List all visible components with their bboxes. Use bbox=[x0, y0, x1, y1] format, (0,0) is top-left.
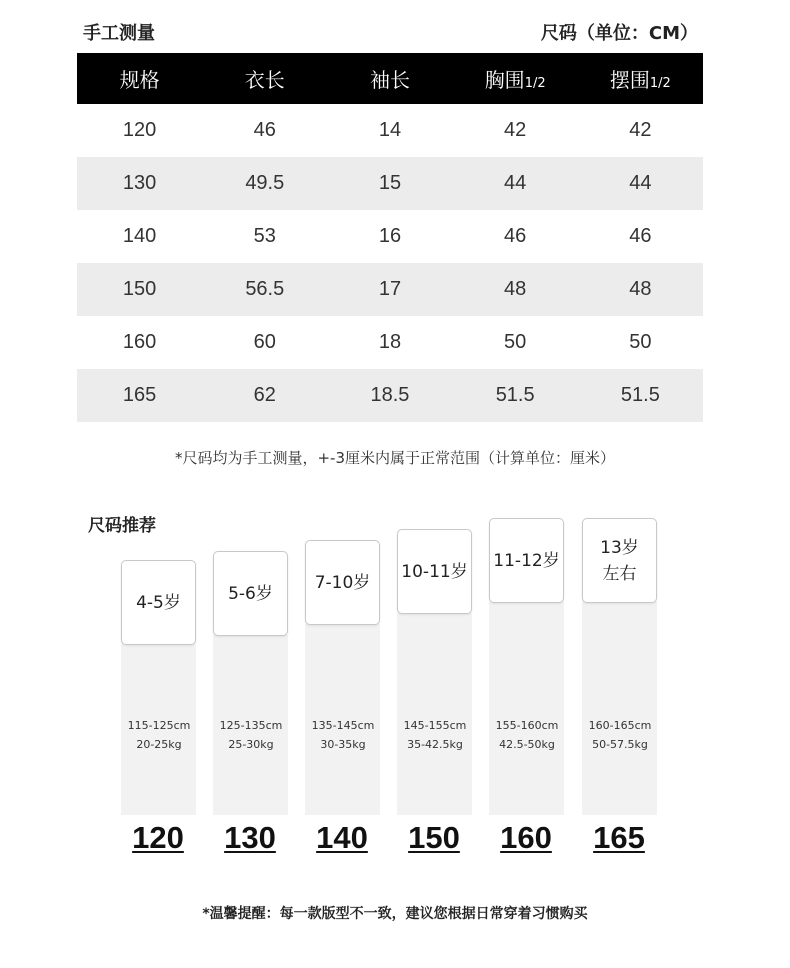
cell: 46 bbox=[629, 225, 652, 247]
table-row bbox=[77, 157, 703, 210]
age-card: 5-6岁 bbox=[213, 551, 288, 636]
measurement-info bbox=[114, 716, 204, 754]
cell: 140 bbox=[122, 225, 157, 247]
measurement-info bbox=[575, 716, 665, 754]
cell: 49.5 bbox=[202, 157, 327, 210]
cell: 120 bbox=[122, 119, 157, 141]
cell: 53 bbox=[253, 225, 276, 247]
table-row bbox=[77, 104, 703, 157]
header-chest: 胸围1/2 bbox=[453, 53, 578, 104]
cell: 62 bbox=[202, 369, 327, 422]
height-range: 125-135cm bbox=[219, 719, 283, 732]
cell: 56.5 bbox=[202, 263, 327, 316]
cell: 44 bbox=[578, 157, 703, 210]
table-row bbox=[77, 369, 703, 422]
size-number: 165 bbox=[593, 820, 645, 855]
recommend-title: 尺码推荐 bbox=[88, 516, 156, 536]
column-bar bbox=[397, 613, 472, 815]
measurement-info bbox=[206, 716, 296, 754]
cell: 17 bbox=[327, 263, 452, 316]
size-number: 150 bbox=[408, 820, 460, 855]
cell: 51.5 bbox=[578, 369, 703, 422]
cell: 150 bbox=[77, 263, 202, 316]
header-length: 衣长 bbox=[202, 53, 327, 104]
height-range: 135-145cm bbox=[311, 719, 375, 732]
cell: 165 bbox=[77, 369, 202, 422]
age-card: 7-10岁 bbox=[305, 540, 380, 625]
cell: 51.5 bbox=[453, 369, 578, 422]
weight-range: 50-57.5kg bbox=[592, 738, 648, 751]
cell: 18 bbox=[378, 331, 402, 353]
cell: 60 bbox=[253, 331, 276, 353]
table-row bbox=[77, 316, 703, 369]
measurement-note: *尺码均为手工测量，+-3厘米内属于正常范围（计算单位：厘米） bbox=[174, 449, 616, 467]
cell: 14 bbox=[378, 119, 402, 141]
cell: 46 bbox=[504, 225, 527, 247]
size-number: 130 bbox=[224, 820, 276, 855]
weight-range: 42.5-50kg bbox=[499, 738, 555, 751]
height-range: 115-125cm bbox=[127, 719, 191, 732]
cell: 15 bbox=[327, 157, 452, 210]
cell: 50 bbox=[629, 331, 652, 353]
measurement-info bbox=[298, 716, 388, 754]
weight-range: 20-25kg bbox=[136, 738, 182, 751]
size-number: 160 bbox=[500, 820, 552, 855]
cell: 130 bbox=[77, 157, 202, 210]
cell: 18.5 bbox=[327, 369, 452, 422]
column-bar bbox=[582, 602, 657, 815]
size-number: 140 bbox=[316, 820, 368, 855]
cell: 42 bbox=[504, 119, 527, 141]
header-sleeve: 袖长 bbox=[327, 53, 452, 104]
page-title: 手工测量 bbox=[83, 23, 155, 44]
cell: 44 bbox=[453, 157, 578, 210]
age-card: 10-11岁 bbox=[397, 529, 472, 614]
weight-range: 30-35kg bbox=[320, 738, 366, 751]
header-size: 规格 bbox=[77, 53, 202, 104]
measurement-info bbox=[390, 716, 480, 754]
height-range: 155-160cm bbox=[495, 719, 559, 732]
cell: 46 bbox=[253, 119, 276, 141]
age-card: 11-12岁 bbox=[489, 518, 564, 603]
weight-range: 35-42.5kg bbox=[407, 738, 463, 751]
cell: 50 bbox=[504, 331, 527, 353]
unit-label: 尺码（单位：CM） bbox=[540, 23, 698, 44]
age-card: 4-5岁 bbox=[121, 560, 196, 645]
size-table bbox=[77, 53, 703, 422]
age-card: 13岁 左右 bbox=[582, 518, 657, 603]
measurement-info bbox=[482, 716, 572, 754]
header-hem: 摆围1/2 bbox=[578, 53, 703, 104]
height-range: 145-155cm bbox=[403, 719, 467, 732]
cell: 48 bbox=[578, 263, 703, 316]
table-header-row bbox=[77, 53, 703, 104]
table-row bbox=[77, 210, 703, 263]
cell: 160 bbox=[122, 331, 157, 353]
fit-tip: *温馨提醒：每一款版型不一致，建议您根据日常穿着习惯购买 bbox=[202, 906, 588, 922]
table-row bbox=[77, 263, 703, 316]
size-number: 120 bbox=[132, 820, 184, 855]
height-range: 160-165cm bbox=[588, 719, 652, 732]
cell: 48 bbox=[453, 263, 578, 316]
weight-range: 25-30kg bbox=[228, 738, 274, 751]
cell: 42 bbox=[629, 119, 652, 141]
cell: 16 bbox=[378, 225, 402, 247]
column-bar bbox=[489, 602, 564, 815]
